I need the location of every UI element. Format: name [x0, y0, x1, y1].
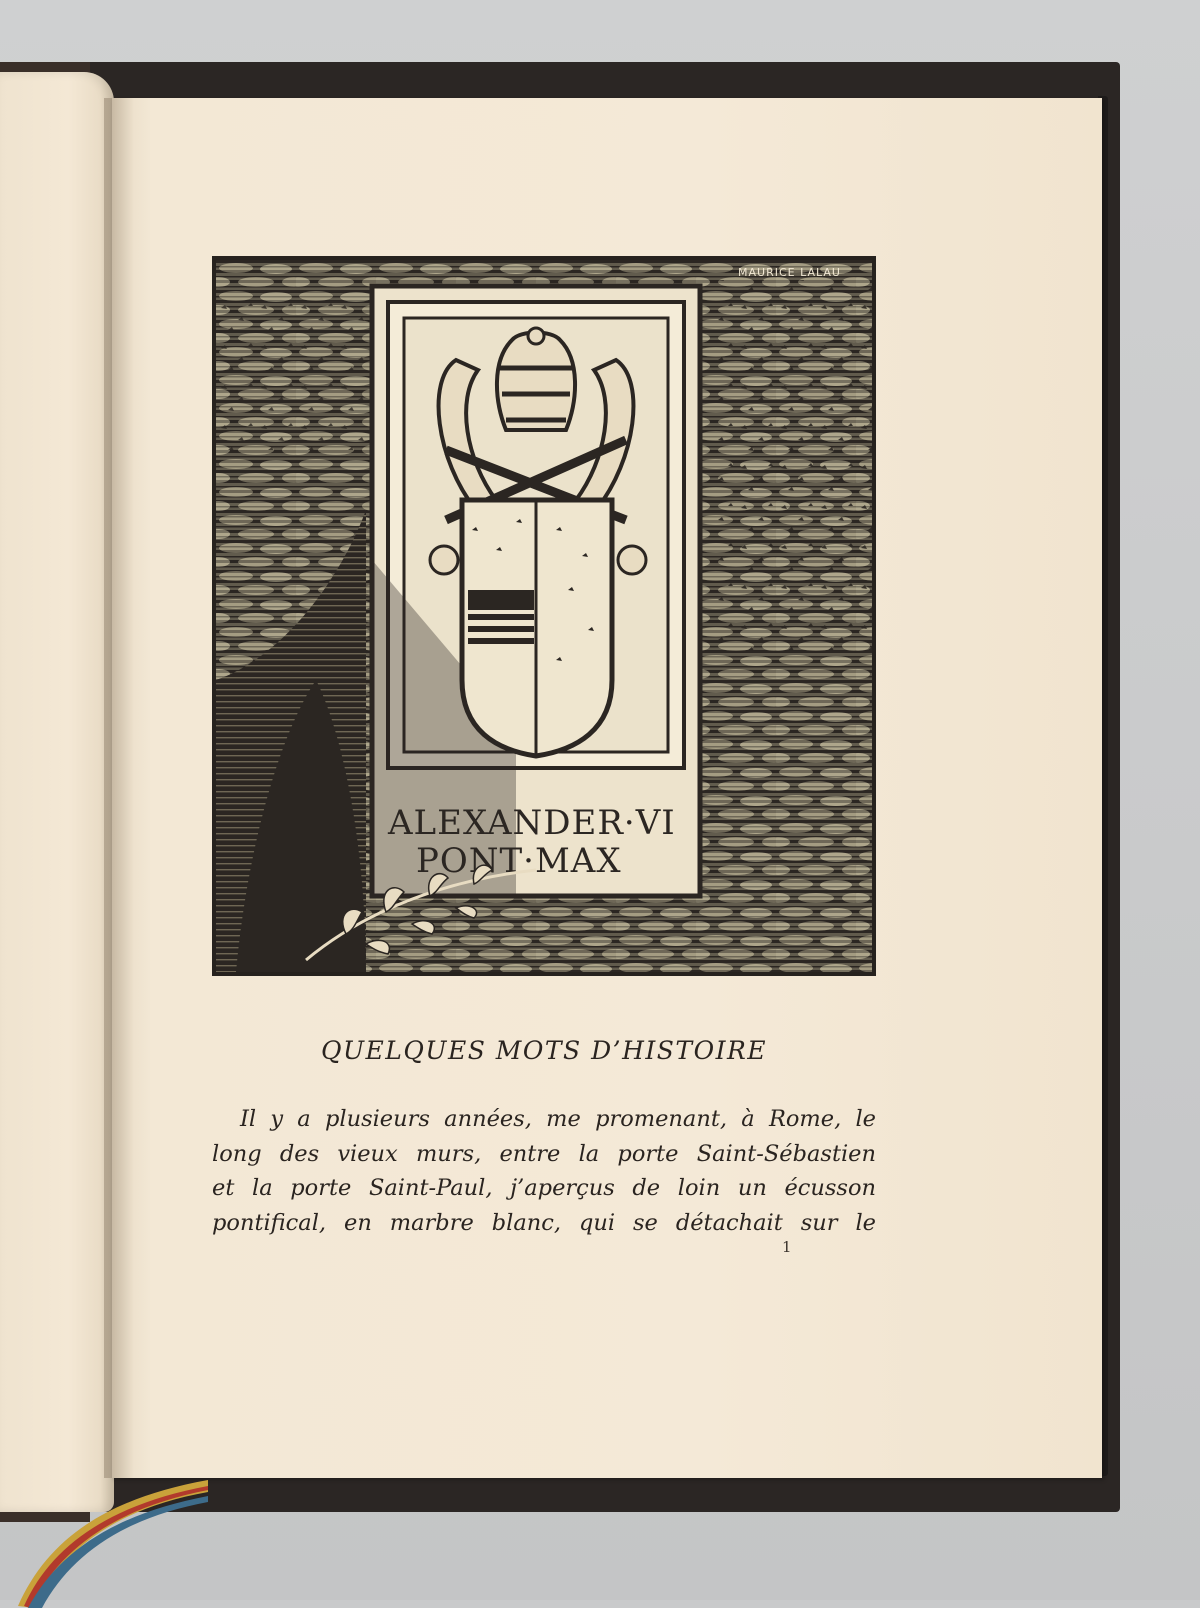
artist-signature: MAURICE LALAU	[738, 266, 841, 279]
body-line: pontifical, en marbre blanc, qui se détachait sur le	[212, 1209, 876, 1236]
inscription-line-2: PONT·MAX	[416, 841, 622, 881]
body-line: et la porte Saint-Paul, j’aperçus de loin un écusson	[212, 1175, 876, 1201]
body-line: long des vieux murs, entre la porte Saint-Sébastien	[212, 1140, 876, 1167]
gutter-shadow	[104, 98, 134, 1478]
chapter-title: QUELQUES MOTS D’HISTOIRE	[320, 1036, 768, 1065]
page-number: 1	[782, 1238, 792, 1256]
inscription-line-1: ALEXANDER·VI	[388, 803, 676, 843]
woodcut-illustration	[212, 256, 876, 976]
papal-coat-of-arms-woodcut-icon	[216, 260, 872, 972]
body-paragraph	[212, 1102, 876, 1240]
left-page	[0, 72, 114, 1512]
ribbon-bookmark-icon	[18, 1478, 208, 1608]
body-line: Il y a plusieurs années, me promenant, à Rome, le	[240, 1106, 876, 1132]
